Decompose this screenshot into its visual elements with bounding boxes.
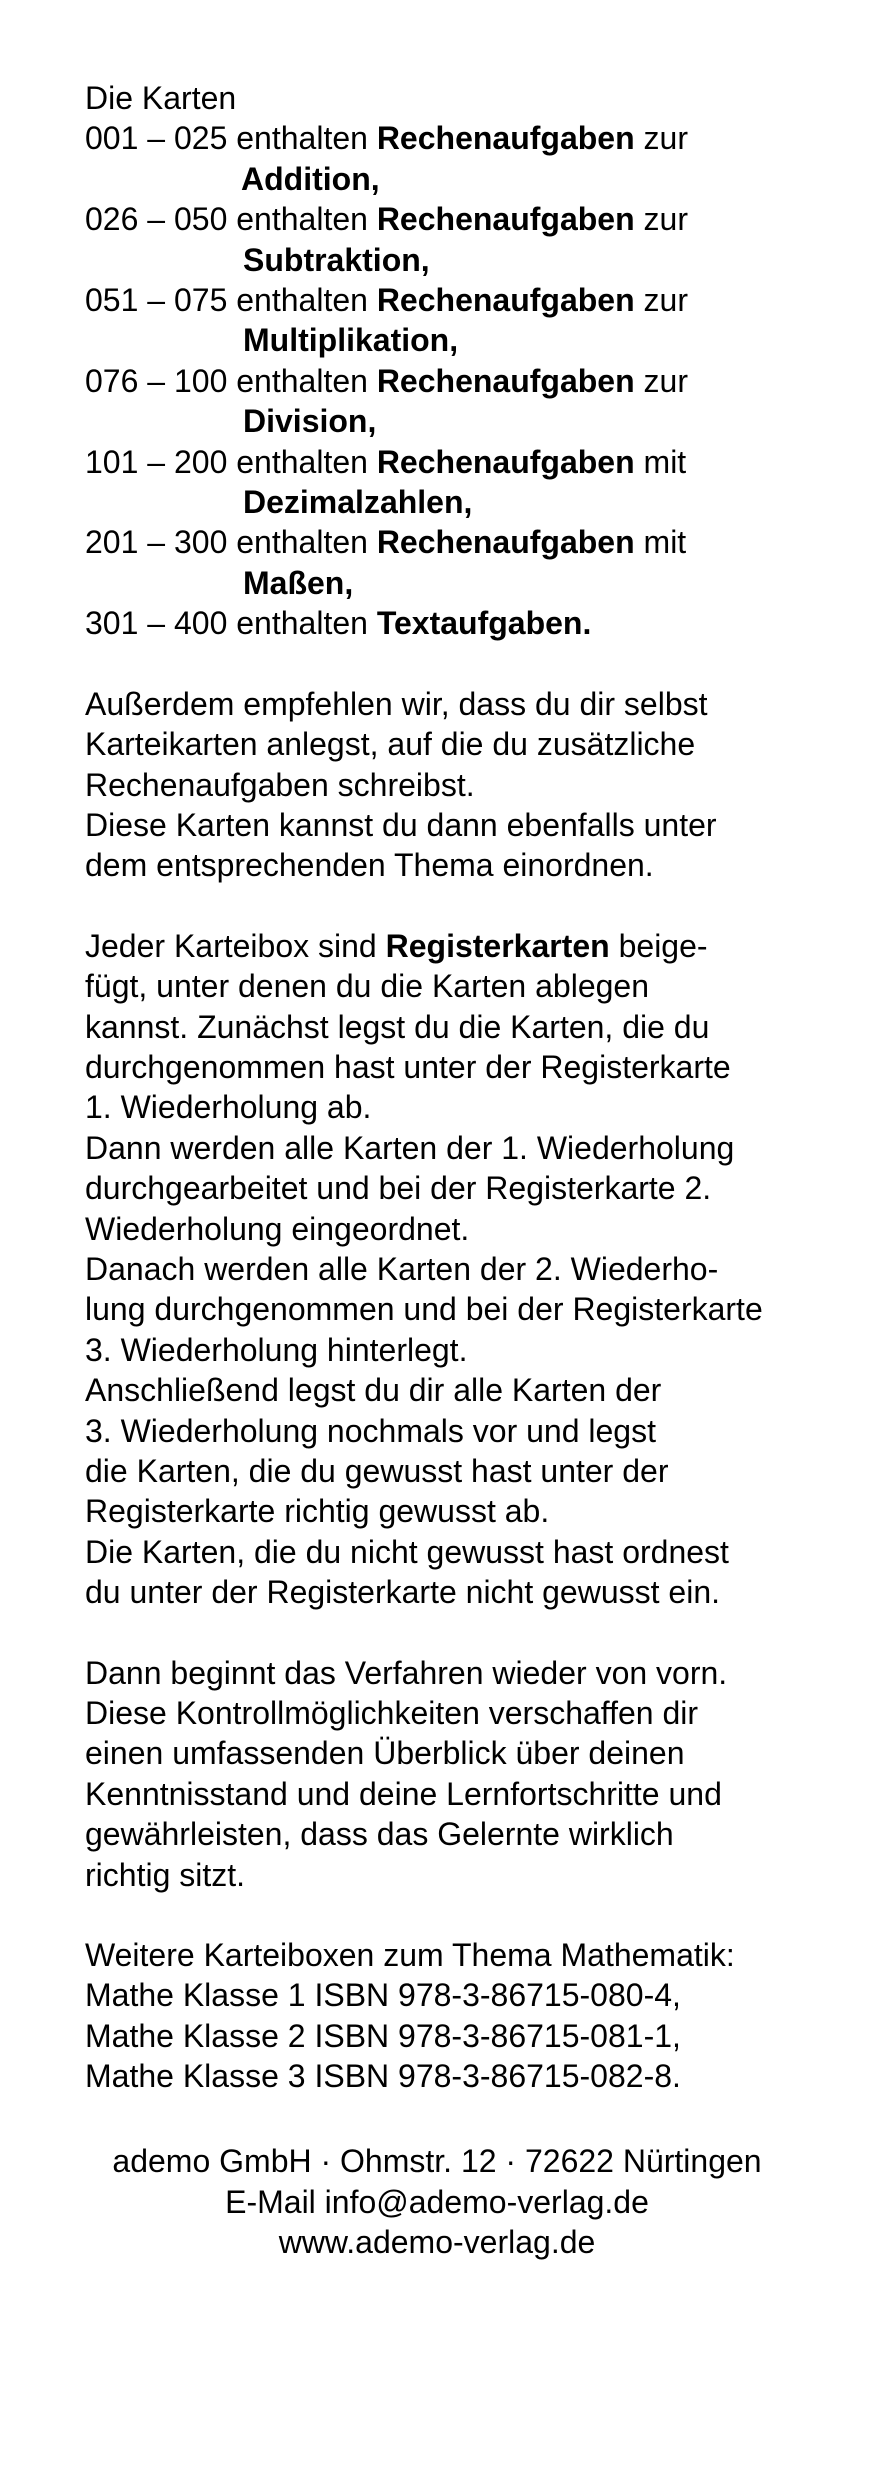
range-prep: zur	[643, 120, 688, 157]
range-verb: enthalten	[236, 605, 368, 642]
range-topic: Subtraktion,	[243, 241, 430, 278]
card-range-item	[85, 361, 845, 442]
text-line: einen umfassenden Überblick über deinen	[85, 1735, 685, 1772]
range-number: 051 – 075	[85, 282, 228, 319]
text-line: durchgearbeitet und bei der Registerkarte 2.	[85, 1170, 712, 1207]
range-topic: Division,	[243, 403, 377, 440]
range-topic: Multiplikation,	[243, 322, 459, 359]
range-prep: zur	[643, 201, 688, 238]
publisher-email: E-Mail info@ademo-verlag.de	[225, 2183, 649, 2220]
text-line: Diese Kontrollmöglichkeiten verschaffen dir	[85, 1695, 699, 1732]
range-topic: Addition,	[241, 160, 380, 197]
card-range-item	[85, 118, 845, 199]
text-line: richtig sitzt.	[85, 1856, 246, 1893]
paragraph-gap	[85, 886, 845, 926]
further-heading: Weitere Karteiboxen zum Thema Mathematik:	[85, 1937, 735, 1974]
range-number: 101 – 200	[85, 443, 228, 480]
range-subject: Rechenaufgaben	[376, 201, 635, 238]
paragraph-self-made-cards	[85, 684, 845, 886]
range-verb: enthalten	[236, 201, 368, 238]
text-line: Diese Karten kannst du dann ebenfalls unter	[85, 806, 717, 843]
range-subject: Rechenaufgaben	[376, 282, 635, 319]
text-line: kannst. Zunächst legst du die Karten, die du	[85, 1008, 710, 1045]
paragraph-gap	[85, 644, 845, 684]
text-line: Die Karten, die du nicht gewusst hast ordnest	[85, 1533, 729, 1570]
card-range-item	[85, 522, 845, 603]
range-verb: enthalten	[236, 120, 368, 157]
card-range-item	[85, 199, 845, 280]
intro-line: Die Karten	[85, 80, 237, 116]
range-prep: mit	[643, 443, 687, 480]
registerkarten-bold: Registerkarten	[385, 927, 610, 964]
further-boxes-section	[85, 1935, 845, 2097]
text-line: durchgenommen hast unter der Registerkarte	[85, 1048, 731, 1085]
card-range-item	[85, 442, 845, 523]
range-verb: enthalten	[236, 362, 368, 399]
text-line: Karteikarten anlegst, auf die du zusätzliche	[85, 726, 696, 763]
text-line: Wiederholung eingeordnet.	[85, 1210, 470, 1247]
range-verb: enthalten	[236, 282, 368, 319]
text-line: Dann werden alle Karten der 1. Wiederholung	[85, 1129, 735, 1166]
range-subject: Rechenaufgaben	[376, 362, 635, 399]
range-topic: Maßen,	[243, 564, 354, 601]
range-number: 026 – 050	[85, 201, 228, 238]
text-line: fügt, unter denen du die Karten ablegen	[85, 968, 649, 1005]
text-line: 1. Wiederholung ab.	[85, 1089, 372, 1126]
publisher-website: www.ademo-verlag.de	[278, 2224, 596, 2260]
range-number: 001 – 025	[85, 120, 228, 157]
text-line: Rechenaufgaben schreibst.	[85, 766, 475, 803]
text-line: 3. Wiederholung nochmals vor und legst	[85, 1412, 656, 1449]
paragraph-gap	[85, 1895, 845, 1935]
range-number: 201 – 300	[85, 524, 228, 561]
isbn-item: Mathe Klasse 3 ISBN 978-3-86715-082-8.	[85, 2058, 681, 2095]
text-line: lung durchgenommen und bei der Registerkarte	[85, 1291, 763, 1328]
card-range-item	[85, 280, 845, 361]
card-range-list	[85, 118, 845, 643]
text-line: Danach werden alle Karten der 2. Wiederho-	[85, 1250, 719, 1287]
text-line: Registerkarte richtig gewusst ab.	[85, 1493, 550, 1530]
text-line: Jeder Karteibox sind Registerkarten beige-	[85, 927, 708, 964]
text-line: Dann beginnt das Verfahren wieder von vorn.	[85, 1654, 728, 1691]
range-number: 076 – 100	[85, 362, 228, 399]
text-line: Kenntnisstand und deine Lernfortschritte und	[85, 1775, 722, 1812]
range-prep: zur	[643, 282, 688, 319]
document-body	[85, 78, 845, 2097]
range-topic: Dezimalzahlen,	[243, 484, 473, 521]
range-verb: enthalten	[236, 443, 368, 480]
range-subject: Textaufgaben.	[376, 605, 592, 642]
publisher-address: ademo GmbH · Ohmstr. 12 · 72622 Nürtingen	[112, 2143, 762, 2179]
range-verb: enthalten	[236, 524, 368, 561]
text-line: dem entsprechenden Thema einordnen.	[85, 847, 654, 884]
range-prep: zur	[643, 362, 688, 399]
publisher-footer	[0, 2141, 874, 2263]
range-subject: Rechenaufgaben	[376, 524, 635, 561]
isbn-item: Mathe Klasse 1 ISBN 978-3-86715-080-4,	[85, 1977, 681, 2014]
range-prep: mit	[643, 524, 687, 561]
paragraph-register-cards	[85, 926, 845, 1613]
card-range-item	[85, 603, 845, 643]
text-line: Anschließend legst du dir alle Karten der	[85, 1372, 662, 1409]
text-line: Außerdem empfehlen wir, dass du dir selbst	[85, 685, 708, 722]
text-line: du unter der Registerkarte nicht gewusst ein.	[85, 1574, 720, 1611]
range-subject: Rechenaufgaben	[376, 120, 635, 157]
paragraph-procedure	[85, 1653, 845, 1895]
text-line: die Karten, die du gewusst hast unter der	[85, 1453, 669, 1489]
isbn-item: Mathe Klasse 2 ISBN 978-3-86715-081-1,	[85, 2017, 681, 2054]
paragraph-gap	[85, 1613, 845, 1653]
text-line: gewährleisten, dass das Gelernte wirklich	[85, 1816, 674, 1853]
range-number: 301 – 400	[85, 605, 228, 642]
text-line: 3. Wiederholung hinterlegt.	[85, 1331, 468, 1368]
range-subject: Rechenaufgaben	[376, 443, 635, 480]
